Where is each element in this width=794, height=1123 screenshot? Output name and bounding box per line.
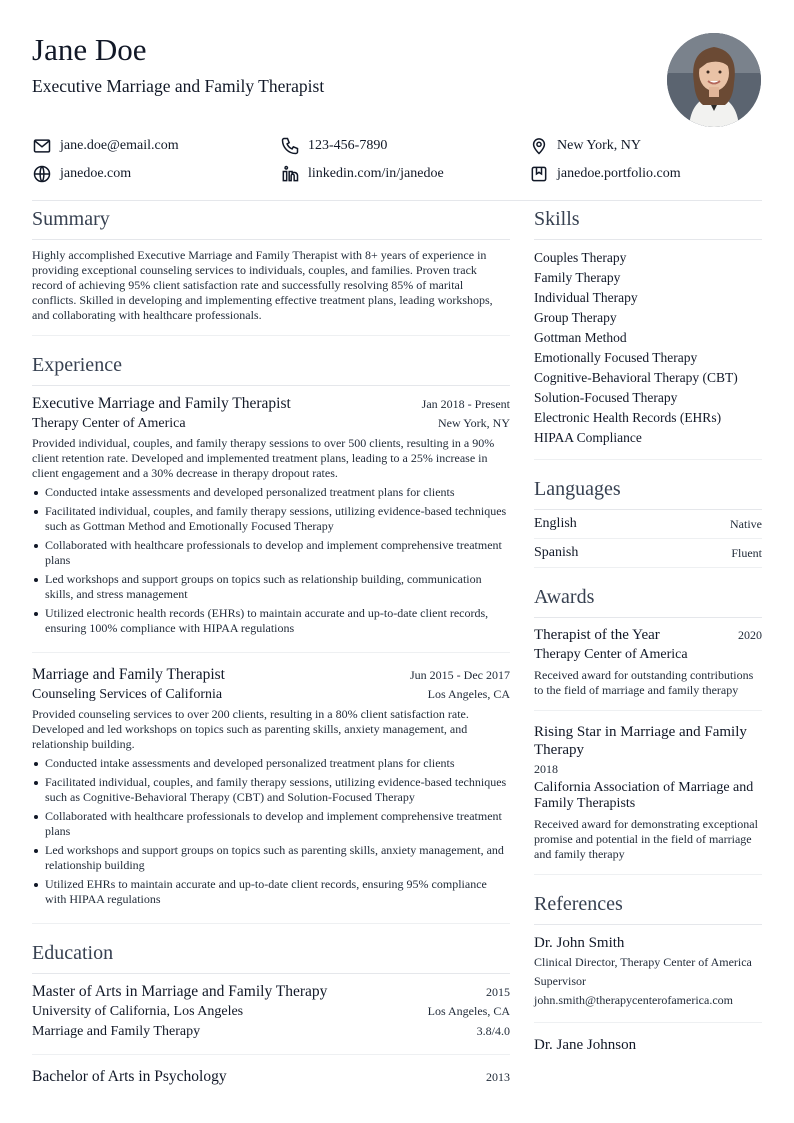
award-org: Therapy Center of America — [534, 647, 688, 662]
degree-year: 2015 — [486, 985, 510, 999]
job-bullet: Conducted intake assessments and developed personalized treatment plans for clients — [32, 485, 510, 500]
skill-item: Emotionally Focused Therapy — [534, 350, 698, 365]
skills-heading: Skills — [534, 208, 762, 240]
language-name: English — [534, 516, 577, 531]
degree-field: Marriage and Family Therapy — [32, 1024, 201, 1039]
languages-section — [534, 478, 762, 568]
summary-text: Highly accomplished Executive Marriage and Family Therapist with 8+ years of experience in providing exceptional counseling services to individuals, couples, and families. Proven track record of achieving 95% client satisfaction rate and successfully resolving 85% of marital conflicts. Skilled in developing and implementing effective treatment plans, leading workshops, and collaborating with healthcare professionals. — [32, 248, 510, 336]
reference-email[interactable]: john.smith@therapycenterofamerica.com — [534, 993, 733, 1007]
reference-name: Dr. Jane Johnson — [534, 1037, 637, 1053]
skill-item: Gottman Method — [534, 330, 627, 345]
education-heading: Education — [32, 942, 510, 974]
awards-heading: Awards — [534, 586, 762, 618]
portfolio-text: janedoe.portfolio.com — [557, 166, 681, 181]
job-bullet: Conducted intake assessments and developed personalized treatment plans for clients — [32, 756, 510, 771]
languages-heading: Languages — [534, 478, 762, 510]
award-year: 2018 — [534, 762, 558, 776]
reference-entry — [534, 1035, 762, 1055]
experience-heading: Experience — [32, 354, 510, 386]
award-entry — [534, 723, 762, 875]
job-bullets — [32, 485, 510, 636]
email-text: jane.doe@email.com — [60, 138, 179, 153]
reference-position: Clinical Director, Therapy Center of America — [534, 955, 752, 969]
skill-item: Family Therapy — [534, 270, 621, 285]
skill-item: HIPAA Compliance — [534, 430, 642, 445]
candidate-title: Executive Marriage and Family Therapist — [32, 76, 325, 96]
award-title: Rising Star in Marriage and Family Therapy — [534, 724, 747, 758]
reference-name: Dr. John Smith — [534, 935, 625, 951]
job-description: Provided counseling services to over 200 clients, resulting in a 80% client satisfaction rate. Developed and led workshops on topics such as parenting skills, anxiety management, and relationship building. — [32, 707, 469, 751]
job-location: New York, NY — [437, 416, 510, 430]
job-company: Counseling Services of California — [32, 687, 223, 702]
school-location: Los Angeles, CA — [427, 1004, 510, 1018]
job-dates: Jan 2018 - Present — [421, 397, 510, 411]
award-description: Received award for demonstrating exceptional promise and potential in the field of marriage and family therapy — [534, 817, 758, 861]
education-entry — [32, 982, 510, 1055]
contact-phone[interactable] — [280, 136, 387, 156]
job-bullet: Facilitated individual, couples, and family therapy sessions, utilizing evidence-based techniques such as Gottman Method and Emotionally Focused Therapy — [32, 504, 510, 534]
portfolio-icon — [529, 164, 549, 184]
experience-entry — [32, 665, 510, 924]
website-text: janedoe.com — [60, 166, 132, 181]
degree-gpa: 3.8/4.0 — [476, 1024, 510, 1038]
job-bullets — [32, 756, 510, 907]
skill-item: Cognitive-Behavioral Therapy (CBT) — [534, 370, 738, 385]
education-section — [32, 942, 510, 1087]
sidebar-column — [534, 208, 762, 1055]
skills-list — [534, 248, 762, 460]
summary-heading: Summary — [32, 208, 510, 240]
award-description: Received award for outstanding contributions to the field of marriage and family therapy — [534, 668, 754, 697]
references-heading: References — [534, 893, 762, 925]
summary-section — [32, 208, 510, 336]
job-company: Therapy Center of America — [32, 416, 186, 431]
experience-entry — [32, 394, 510, 653]
education-entry — [32, 1067, 510, 1087]
job-bullet: Collaborated with healthcare professionals to develop and implement comprehensive treatment plans — [32, 538, 510, 568]
job-bullet: Led workshops and support groups on topics such as parenting skills, anxiety management, and relationship building — [32, 843, 510, 873]
linkedin-icon — [280, 164, 300, 184]
location-pin-icon — [529, 136, 549, 156]
skill-item: Solution-Focused Therapy — [534, 390, 678, 405]
profile-photo — [667, 33, 761, 127]
award-title: Therapist of the Year — [534, 627, 660, 643]
language-level: Fluent — [731, 545, 762, 560]
reference-entry — [534, 933, 762, 1023]
contact-location — [529, 136, 641, 156]
main-column — [32, 208, 510, 1087]
skill-item: Electronic Health Records (EHRs) — [534, 410, 722, 425]
degree-title: Master of Arts in Marriage and Family Therapy — [32, 983, 328, 1000]
job-bullet: Utilized electronic health records (EHRs) to maintain accurate and up-to-date client records, ensuring 100% compliance with HIPAA regulations — [32, 606, 510, 636]
job-bullet: Collaborated with healthcare professionals to develop and implement comprehensive treatment plans — [32, 809, 510, 839]
reference-relationship: Supervisor — [534, 974, 586, 988]
contact-linkedin[interactable] — [280, 164, 444, 184]
language-level: Native — [730, 516, 762, 531]
skill-item: Group Therapy — [534, 310, 617, 325]
candidate-name: Jane Doe — [32, 32, 147, 67]
contact-email[interactable] — [32, 136, 179, 156]
skill-item: Individual Therapy — [534, 290, 638, 305]
job-bullet: Facilitated individual, couples, and family therapy sessions, utilizing evidence-based techniques such as Cognitive-Behavioral Therapy (CBT) and Solution-Focused Therapy — [32, 775, 510, 805]
job-title: Marriage and Family Therapist — [32, 666, 225, 683]
school-name: University of California, Los Angeles — [32, 1004, 244, 1019]
contact-website[interactable] — [32, 164, 131, 184]
phone-text: 123-456-7890 — [308, 138, 388, 153]
degree-year: 2013 — [486, 1070, 510, 1084]
references-section — [534, 893, 762, 1055]
job-dates: Jun 2015 - Dec 2017 — [410, 668, 510, 682]
skills-section — [534, 208, 762, 460]
email-icon — [32, 136, 52, 156]
globe-icon — [32, 164, 52, 184]
job-description: Provided individual, couples, and family therapy sessions to over 500 clients, resulting in a 90% client retention rate. Developed and implemented treatment plans, leading to a 25% increase in client engagement and a 30% decrease in therapy dropout rates. — [32, 436, 495, 480]
phone-icon — [280, 136, 300, 156]
header-divider — [32, 200, 762, 201]
contact-portfolio[interactable] — [529, 164, 681, 184]
award-year: 2020 — [738, 628, 762, 642]
resume-header — [32, 30, 762, 130]
award-entry — [534, 626, 762, 711]
job-title: Executive Marriage and Family Therapist — [32, 395, 291, 412]
language-name: Spanish — [534, 545, 579, 560]
linkedin-text: linkedin.com/in/janedoe — [308, 166, 444, 181]
award-org: California Association of Marriage and Family Therapists — [534, 780, 754, 811]
degree-title: Bachelor of Arts in Psychology — [32, 1068, 227, 1085]
job-bullet: Led workshops and support groups on topics such as relationship building, communication skills, and stress management — [32, 572, 510, 602]
language-item — [534, 510, 762, 539]
skill-item: Couples Therapy — [534, 250, 627, 265]
awards-section — [534, 586, 762, 875]
language-item — [534, 539, 762, 568]
job-bullet: Utilized EHRs to maintain accurate and up-to-date client records, ensuring 95% compliance with HIPAA regulations — [32, 877, 510, 907]
location-text: New York, NY — [557, 138, 642, 153]
job-location: Los Angeles, CA — [427, 687, 510, 701]
experience-section — [32, 354, 510, 924]
